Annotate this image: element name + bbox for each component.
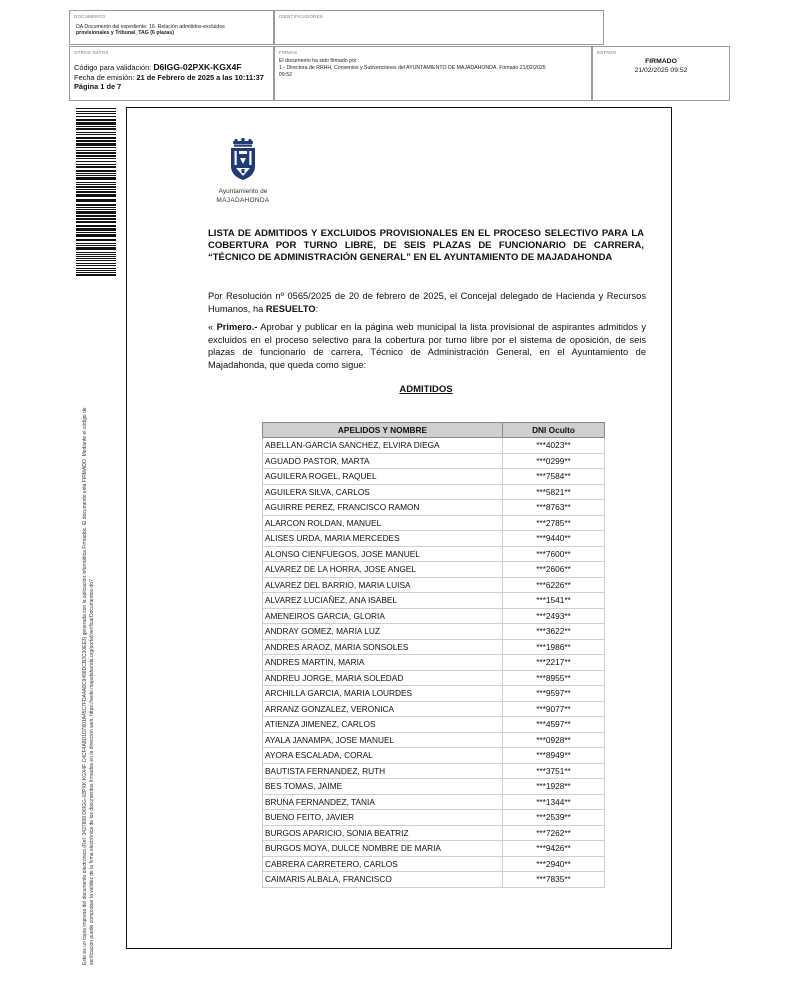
- applicant-name: ABELLAN-GARCIA SANCHEZ, ELVIRA DIEGA: [263, 438, 503, 454]
- applicant-name: AMENEIROS GARCIA, GLORIA: [263, 608, 503, 624]
- primero-text: Aprobar y publicar en la página web municipal la lista provisional de aspirantes admitidos y excluidos en el proceso selectivo para la cobertura por turno libre por el sistema de oposición, de seis plazas de funcionario de carrera, Técnico de Administración General, en el Ayuntamiento de Majadahonda, que queda como sigue:: [208, 322, 646, 370]
- validation-code-label: Código para validación:: [74, 63, 152, 72]
- applicant-dni: ***8763**: [503, 500, 605, 516]
- issue-date-line: [74, 73, 264, 82]
- table-row: [263, 546, 605, 562]
- applicant-dni: ***8955**: [503, 670, 605, 686]
- table-row: [263, 841, 605, 857]
- table-row: [263, 639, 605, 655]
- applicant-name: AYORA ESCALADA, CORAL: [263, 748, 503, 764]
- applicant-dni: ***4597**: [503, 717, 605, 733]
- table-row: [263, 469, 605, 485]
- table-row: [263, 500, 605, 516]
- applicant-name: ANDRAY GOMEZ, MARIA LUZ: [263, 624, 503, 640]
- applicant-name: ANDREU JORGE, MARIA SOLEDAD: [263, 670, 503, 686]
- applicant-name: AGUILERA ROGEL, RAQUEL: [263, 469, 503, 485]
- table-row: [263, 608, 605, 624]
- applicant-dni: ***2785**: [503, 515, 605, 531]
- issue-date-label: Fecha de emisión:: [74, 73, 135, 82]
- applicant-dni: ***9597**: [503, 686, 605, 702]
- other-data-box: [69, 46, 274, 101]
- applicant-name: ALONSO CIENFUEGOS, JOSE MANUEL: [263, 546, 503, 562]
- document-description-line-1: DA Documento del expediente: 16. Relación admitidos-excluidos: [76, 24, 225, 30]
- table-row: [263, 484, 605, 500]
- applicant-name: BUENO FEITO, JAVIER: [263, 810, 503, 826]
- side-verification-text-1: Este es un copia impresa del documento electrónico (Ref: 3427898 D6IGG-02PXK-KGX4F C4CF4A8D1D7801A45C7FDA4A8C9498DCB3C30EE3) generada con la aplicación informática Firmadoc. El documento está FIRMADO. Mediante el código de: [82, 407, 88, 965]
- applicant-dni: ***5821**: [503, 484, 605, 500]
- applicant-name: BURGOS APARICIO, SONIA BEATRIZ: [263, 825, 503, 841]
- status-datetime: 21/02/2025 09:52: [634, 67, 688, 74]
- primero-bold: Primero.-: [216, 322, 258, 332]
- table-row: [263, 872, 605, 888]
- applicant-dni: ***1541**: [503, 593, 605, 609]
- column-header-name: APELIDOS Y NOMBRE: [263, 423, 503, 438]
- signatures-line-2: 1.- Directora de RRHH, Convenios y Subvenciones del AYUNTAMIENTO DE MAJADAHONDA. Firmado 21/02/2025: [279, 65, 546, 71]
- admitted-table: [262, 422, 605, 888]
- table-row: [263, 670, 605, 686]
- applicant-dni: ***2493**: [503, 608, 605, 624]
- applicant-name: ALVAREZ DEL BARRIO, MARIA LUISA: [263, 577, 503, 593]
- applicant-dni: ***2606**: [503, 562, 605, 578]
- signatures-label: FIRMAS: [279, 50, 298, 55]
- applicant-dni: ***1928**: [503, 779, 605, 795]
- applicant-name: ANDRES ARAOZ, MARIA SONSOLES: [263, 639, 503, 655]
- table-row: [263, 856, 605, 872]
- document-description-line-2: provisionales y Tribunal_TAG (6 plazas): [76, 30, 174, 36]
- signatures-line-1: El documento ha sido firmado por :: [279, 58, 360, 64]
- status-badge: FIRMADO: [645, 58, 677, 65]
- applicant-dni: ***2539**: [503, 810, 605, 826]
- applicant-name: BURGOS MOYA, DULCE NOMBRE DE MARIA: [263, 841, 503, 857]
- table-row: [263, 794, 605, 810]
- table-row: [263, 593, 605, 609]
- issue-date-value: 21 de Febrero de 2025 a las 10:11:37: [136, 73, 264, 82]
- other-data-label: OTROS DATOS: [74, 50, 109, 55]
- side-verification-text-2: verificación puede comprobar la validez de la firma electrónica de los documentos firmados en la dirección web: https://sede.majadahonda.org/portal/verificarDocumentos.do?: [89, 579, 95, 965]
- validation-code-line: [74, 62, 242, 72]
- applicant-name: ARRANZ GONZALEZ, VERONICA: [263, 701, 503, 717]
- applicant-name: ALVAREZ DE LA HORRA, JOSE ANGEL: [263, 562, 503, 578]
- table-row: [263, 732, 605, 748]
- applicant-dni: ***1344**: [503, 794, 605, 810]
- page-count: Página 1 de 7: [74, 82, 122, 91]
- applicant-name: CABRERA CARRETERO, CARLOS: [263, 856, 503, 872]
- applicant-dni: ***0299**: [503, 453, 605, 469]
- identifiers-label: IDENTIFICADORES: [279, 14, 324, 19]
- applicant-name: ATIENZA JIMENEZ, CARLOS: [263, 717, 503, 733]
- table-row: [263, 748, 605, 764]
- logo-text-line-1: Ayuntamiento de: [218, 188, 268, 195]
- table-row: [263, 763, 605, 779]
- table-row: [263, 438, 605, 454]
- table-row: [263, 515, 605, 531]
- table-row: [263, 562, 605, 578]
- table-header-row: [263, 423, 605, 438]
- table-row: [263, 779, 605, 795]
- document-info-box: [69, 10, 274, 45]
- status-label: ESTADO: [597, 50, 617, 55]
- table-row: [263, 453, 605, 469]
- applicant-dni: ***3622**: [503, 624, 605, 640]
- barcode-image: [76, 108, 116, 276]
- table-row: [263, 825, 605, 841]
- logo-text-line-2: MAJADAHONDA: [216, 197, 270, 204]
- table-row: [263, 655, 605, 671]
- applicant-name: ALVAREZ LUCIAÑEZ, ANA ISABEL: [263, 593, 503, 609]
- applicant-dni: ***9426**: [503, 841, 605, 857]
- table-row: [263, 686, 605, 702]
- applicant-dni: ***7835**: [503, 872, 605, 888]
- applicant-dni: ***7600**: [503, 546, 605, 562]
- status-box: [592, 46, 730, 101]
- primero-prefix: «: [208, 322, 217, 332]
- applicant-name: AGUIRRE PEREZ, FRANCISCO RAMON: [263, 500, 503, 516]
- applicant-dni: ***9440**: [503, 531, 605, 547]
- table-row: [263, 810, 605, 826]
- table-row: [263, 701, 605, 717]
- signatures-box: [274, 46, 592, 101]
- applicant-dni: ***9077**: [503, 701, 605, 717]
- applicant-dni: ***2940**: [503, 856, 605, 872]
- applicant-name: BRUNA FERNANDEZ, TANIA: [263, 794, 503, 810]
- resolution-text: Por Resolución nº 0565/2025 de 20 de febrero de 2025, el Concejal delegado de Hacienda y Recursos Humanos, ha: [208, 291, 646, 314]
- resolution-paragraph: [208, 290, 646, 315]
- resolution-bold: RESUELTO: [265, 303, 316, 314]
- resolution-end: :: [315, 303, 319, 314]
- section-heading-admitidos: ADMITIDOS: [399, 384, 453, 395]
- applicant-name: BAUTISTA FERNANDEZ, RUTH: [263, 763, 503, 779]
- column-header-dni: DNI Oculto: [503, 423, 605, 438]
- identifiers-box: [274, 10, 604, 45]
- table-row: [263, 624, 605, 640]
- applicant-dni: ***2217**: [503, 655, 605, 671]
- applicant-name: BES TOMAS, JAIME: [263, 779, 503, 795]
- applicant-dni: ***4023**: [503, 438, 605, 454]
- signatures-line-3: 09:52: [279, 72, 292, 78]
- applicant-dni: ***8949**: [503, 748, 605, 764]
- applicant-name: CAIMARIS ALBALA, FRANCISCO: [263, 872, 503, 888]
- table-row: [263, 717, 605, 733]
- validation-code-value: D6IGG-02PXK-KGX4F: [153, 62, 242, 72]
- applicant-dni: ***0928**: [503, 732, 605, 748]
- applicant-name: AYALA JANAMPA, JOSE MANUEL: [263, 732, 503, 748]
- applicant-name: ALARCON ROLDAN, MANUEL: [263, 515, 503, 531]
- table-row: [263, 531, 605, 547]
- applicant-dni: ***3751**: [503, 763, 605, 779]
- table-row: [263, 577, 605, 593]
- applicant-name: ARCHILLA GARCIA, MARIA LOURDES: [263, 686, 503, 702]
- primero-paragraph: [208, 321, 646, 371]
- applicant-dni: ***1986**: [503, 639, 605, 655]
- applicant-name: ALISES URDA, MARIA MERCEDES: [263, 531, 503, 547]
- applicant-name: ANDRES MARTIN, MARIA: [263, 655, 503, 671]
- document-label: DOCUMENTO: [74, 14, 106, 19]
- applicant-dni: ***6226**: [503, 577, 605, 593]
- applicant-name: AGUADO PASTOR, MARTA: [263, 453, 503, 469]
- applicant-dni: ***7262**: [503, 825, 605, 841]
- applicant-name: AGUILERA SILVA, CARLOS: [263, 484, 503, 500]
- document-title: LISTA DE ADMITIDOS Y EXCLUIDOS PROVISIONALES EN EL PROCESO SELECTIVO PARA LA COBERTURA POR TURNO LIBRE, DE SEIS PLAZAS DE FUNCIONARIO DE CARRERA, “TÉCNICO DE ADMINISTRACIÓN GENERAL” EN EL AYUNTAMIENTO DE MAJADAHONDA: [208, 228, 644, 263]
- applicant-dni: ***7584**: [503, 469, 605, 485]
